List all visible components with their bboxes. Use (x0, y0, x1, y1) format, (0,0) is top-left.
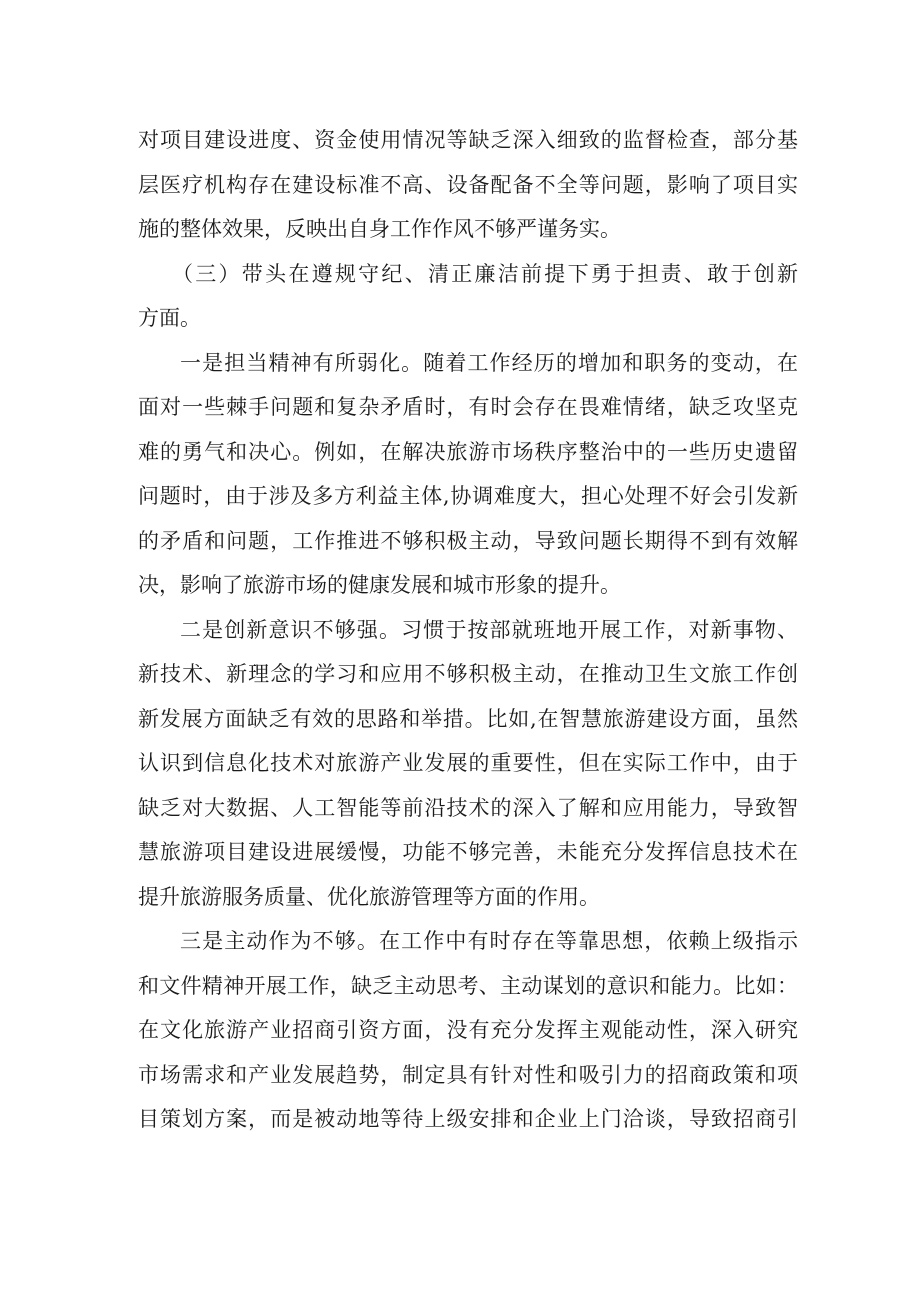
text-line: 市场需求和产业发展趋势，制定具有针对性和吸引力的招商政策和项 (138, 1062, 798, 1087)
text-line: 目策划方案，而是被动地等待上级安排和企业上门洽谈，导致招商引 (138, 1107, 798, 1131)
text-line: 施的整体效果，反映出自身工作作风不够严谨务实。 (138, 217, 621, 241)
paragraph-responsibility (138, 341, 798, 608)
text-line: 在文化旅游产业招商引资方面，没有充分发挥主观能动性，深入研究 (138, 1018, 798, 1042)
text-line: 对项目建设进度、资金使用情况等缺乏深入细致的监督检查，部分基 (138, 128, 798, 152)
text-line: 二是创新意识不够强。习惯于按部就班地开展工作，对新事物、 (180, 617, 798, 642)
text-line: 缺乏对大数据、人工智能等前沿技术的深入了解和应用能力，导致智 (138, 795, 798, 820)
text-line: 和文件精神开展工作，缺乏主动思考、主动谋划的意识和能力。比如： (138, 973, 798, 998)
paragraph-innovation (138, 608, 798, 920)
text-line: 层医疗机构存在建设标准不高、设备配备不全等问题，影响了项目实 (138, 172, 798, 197)
text-line: 问题时，由于涉及多方利益主体,协调难度大，担心处理不好会引发新 (138, 484, 798, 508)
paragraph-initiative (138, 919, 798, 1142)
text-line: 方面。 (138, 306, 201, 330)
text-line: 难的勇气和决心。例如，在解决旅游市场秩序整治中的一些历史遗留 (138, 439, 798, 464)
section-heading (138, 252, 798, 341)
text-line: 三是主动作为不够。在工作中有时存在等靠思想，依赖上级指示 (180, 929, 798, 953)
text-line: 新发展方面缺乏有效的思路和举措。比如,在智慧旅游建设方面，虽然 (138, 706, 798, 731)
document-body (138, 118, 798, 1142)
text-line: 一是担当精神有所弱化。随着工作经历的增加和职务的变动，在 (180, 350, 798, 375)
text-line: 决，影响了旅游市场的健康发展和城市形象的提升。 (138, 573, 621, 597)
text-line: （三）带头在遵规守纪、清正廉洁前提下勇于担责、敢于创新 (172, 261, 798, 286)
text-line: 认识到信息化技术对旅游产业发展的重要性，但在实际工作中，由于 (138, 751, 798, 775)
text-line: 提升旅游服务质量、优化旅游管理等方面的作用。 (138, 884, 600, 909)
text-line: 的矛盾和问题，工作推进不够积极主动，导致问题长期得不到有效解 (138, 528, 798, 553)
text-line: 面对一些棘手问题和复杂矛盾时，有时会存在畏难情绪，缺乏攻坚克 (138, 395, 798, 419)
text-line: 新技术、新理念的学习和应用不够积极主动，在推动卫生文旅工作创 (138, 662, 798, 686)
paragraph-continuation (138, 118, 798, 252)
text-line: 慧旅游项目建设进展缓慢，功能不够完善，未能充分发挥信息技术在 (138, 840, 798, 864)
